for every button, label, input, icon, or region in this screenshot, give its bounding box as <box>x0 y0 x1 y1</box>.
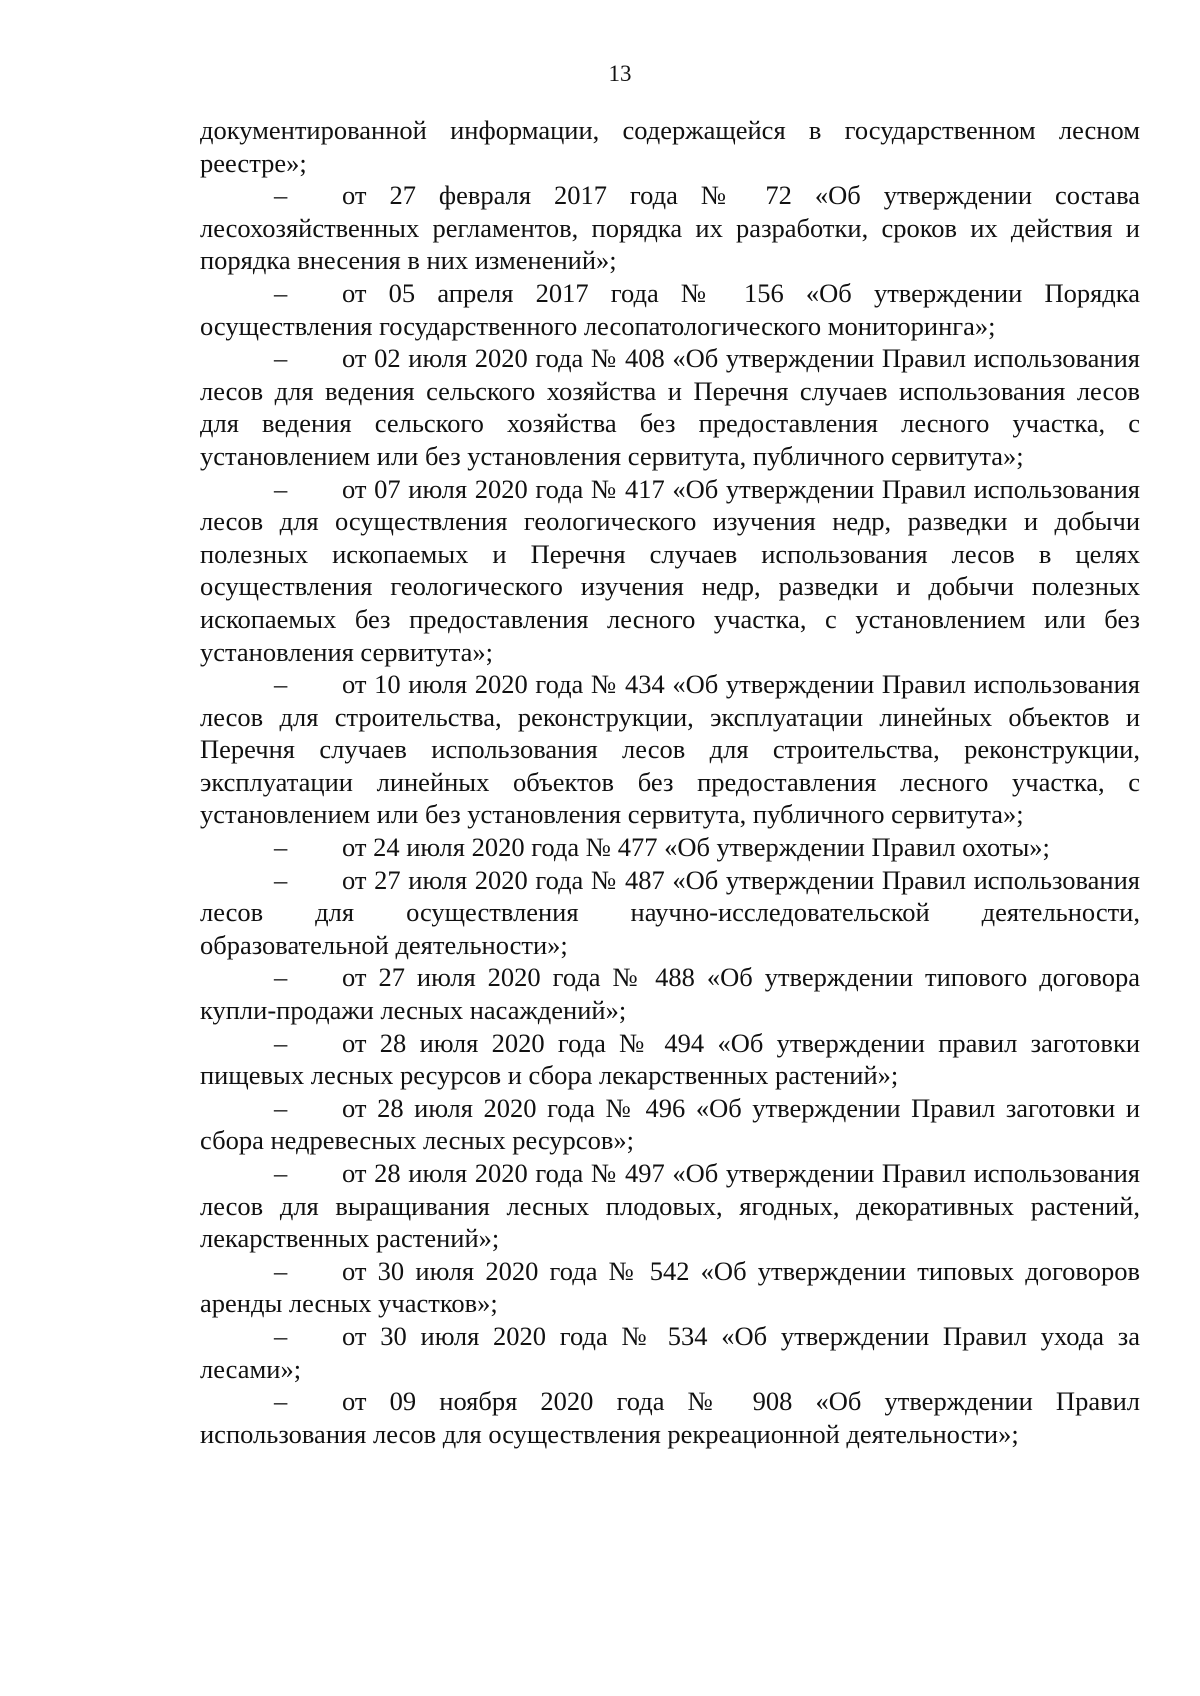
regulation-list <box>200 179 1140 1450</box>
list-dash-marker: – <box>274 864 288 895</box>
list-item <box>200 864 1140 962</box>
list-item <box>200 1027 1140 1092</box>
continued-paragraph: документированной информации, содержащейся в государственном лесном реестре»; <box>200 115 1140 178</box>
list-item <box>200 1320 1140 1385</box>
list-item-text: от 28 июля 2020 года № 494 «Об утверждении правил заготовки пищевых лесных ресурсов и сбора лекарственных растений»; <box>200 1027 1140 1091</box>
list-dash-marker: – <box>274 1320 288 1351</box>
list-item-text: от 30 июля 2020 года № 542 «Об утверждении типовых договоров аренды лесных участков»; <box>200 1255 1140 1319</box>
list-item-text: от 05 апреля 2017 года № 156 «Об утверждении Порядка осуществления государственного лесопатологического мониторинга»; <box>200 277 1140 341</box>
list-item <box>200 668 1140 831</box>
list-dash-marker: – <box>274 669 288 700</box>
list-item <box>200 342 1140 472</box>
list-item <box>200 831 1140 864</box>
list-item <box>200 1092 1140 1157</box>
list-dash-marker: – <box>274 1255 288 1286</box>
list-item-text: от 28 июля 2020 года № 497 «Об утверждении Правил использования лесов для выращивания лесных плодовых, ягодных, декоративных растений, лекарственных растений»; <box>200 1158 1140 1254</box>
list-dash-marker: – <box>274 277 288 308</box>
list-item-text: от 27 февраля 2017 года № 72 «Об утверждении состава лесохозяйственных регламентов, порядка их разработки, сроков их действия и порядка внесения в них изменений»; <box>200 180 1140 276</box>
list-dash-marker: – <box>274 1386 288 1417</box>
list-item-text: от 02 июля 2020 года № 408 «Об утверждении Правил использования лесов для ведения сельского хозяйства и Перечня случаев использования лесов для ведения сельского хозяйства без предоставления лесного участка, с установлением или без установления сервитута, публичного сервитута»; <box>200 343 1140 471</box>
list-item-text: от 30 июля 2020 года № 534 «Об утверждении Правил ухода за лесами»; <box>200 1320 1140 1384</box>
list-item-text: от 27 июля 2020 года № 487 «Об утверждении Правил использования лесов для осуществления научно-исследовательской деятельности, образовательной деятельности»; <box>200 864 1140 960</box>
list-item <box>200 1255 1140 1320</box>
list-dash-marker: – <box>274 1027 288 1058</box>
list-item <box>200 961 1140 1026</box>
list-item-text: от 24 июля 2020 года № 477 «Об утверждении Правил охоты»; <box>342 832 1050 863</box>
list-item-text: от 07 июля 2020 года № 417 «Об утверждении Правил использования лесов для осуществления геологического изучения недр, разведки и добычи полезных ископаемых и Перечня случаев использования лесов в целях осуществления геологического изучения недр, разведки и добычи полезных ископаемых без предоставления лесного участка, с установлением или без установления сервитута»; <box>200 473 1140 667</box>
list-item <box>200 473 1140 669</box>
list-dash-marker: – <box>274 343 288 374</box>
list-item <box>200 277 1140 342</box>
list-item <box>200 1157 1140 1255</box>
list-dash-marker: – <box>274 180 288 211</box>
list-dash-marker: – <box>274 1092 288 1123</box>
list-item-text: от 28 июля 2020 года № 496 «Об утверждении Правил заготовки и сбора недревесных лесных ресурсов»; <box>200 1092 1140 1156</box>
list-item-text: от 09 ноября 2020 года № 908 «Об утверждении Правил использования лесов для осуществления рекреационной деятельности»; <box>200 1386 1140 1449</box>
document-body <box>200 114 1140 1450</box>
list-item-text: от 27 июля 2020 года № 488 «Об утверждении типового договора купли-продажи лесных насаждений»; <box>200 962 1140 1026</box>
list-item-text: от 10 июля 2020 года № 434 «Об утверждении Правил использования лесов для строительства, реконструкции, эксплуатации линейных объектов и Перечня случаев использования лесов для строительства, реконструкции, эксплуатации линейных объектов без предоставления лесного участка, с установлением или без установления сервитута, публичного сервитута»; <box>200 669 1140 830</box>
list-dash-marker: – <box>274 473 288 504</box>
list-dash-marker: – <box>274 1158 288 1188</box>
list-dash-marker: – <box>274 962 288 993</box>
page-number: 13 <box>608 61 632 86</box>
list-dash-marker: – <box>274 832 288 863</box>
list-item <box>200 179 1140 277</box>
list-item <box>200 1385 1140 1450</box>
